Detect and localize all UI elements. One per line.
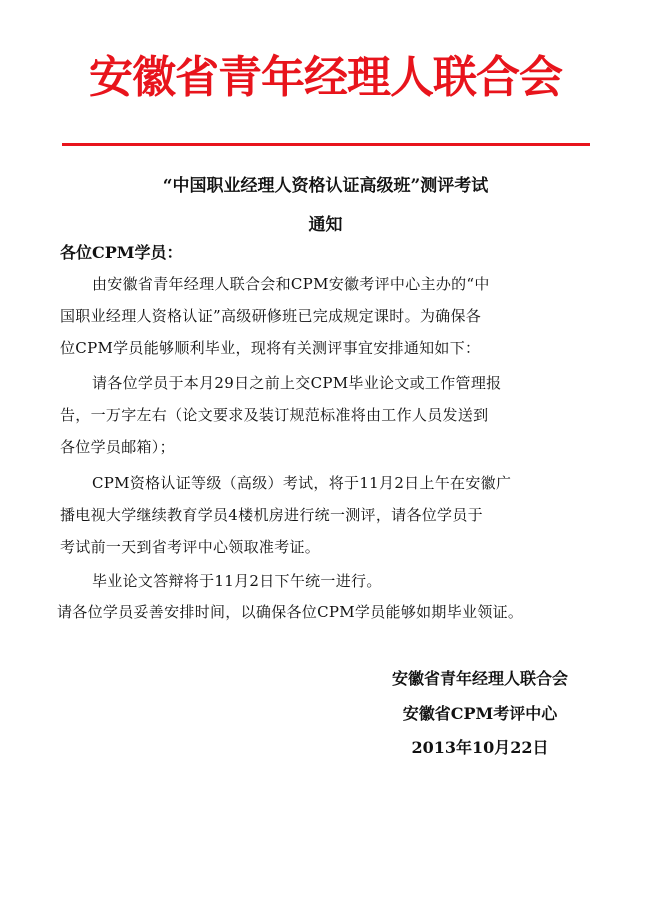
body-line: 由安徽省青年经理人联合会和CPM安徽考评中心主办的“中	[92, 275, 490, 293]
body-line: 各位学员邮箱）；	[60, 438, 175, 456]
letterhead-title: 安徽省青年经理人联合会	[89, 52, 562, 103]
signature-center: 安徽省CPM考评中心	[402, 704, 558, 723]
signature-org: 安徽省青年经理人联合会	[391, 669, 568, 688]
notice-subtitle: 通知	[308, 215, 343, 235]
body-line: 请各位学员妥善安排时间，以确保各位CPM学员能够如期毕业领证。	[57, 603, 524, 621]
signature-date: 2013年10月22日	[411, 738, 549, 757]
body-line: CPM资格认证等级（高级）考试，将于11月2日上午在安徽广	[92, 474, 512, 492]
body-line: 位CPM学员能够顺利毕业，现将有关测评事宜安排通知如下：	[60, 339, 481, 357]
body-line: 考试前一天到省考评中心领取准考证。	[60, 538, 321, 556]
notice-title: “中国职业经理人资格认证高级班”测评考试	[162, 176, 489, 196]
body-line: 请各位学员于本月29日之前上交CPM毕业论文或工作管理报	[92, 374, 502, 392]
body-line: 播电视大学继续教育学员4楼机房进行统一测评，请各位学员于	[60, 506, 483, 524]
salutation: 各位CPM学员：	[60, 243, 183, 262]
body-line: 告，一万字左右（论文要求及装订规范标准将由工作人员发送到	[60, 406, 489, 424]
body-line: 毕业论文答辩将于11月2日下午统一进行。	[92, 572, 382, 590]
body-line: 国职业经理人资格认证”高级研修班已完成规定课时。为确保各	[60, 307, 482, 325]
letterhead-divider	[62, 143, 590, 146]
